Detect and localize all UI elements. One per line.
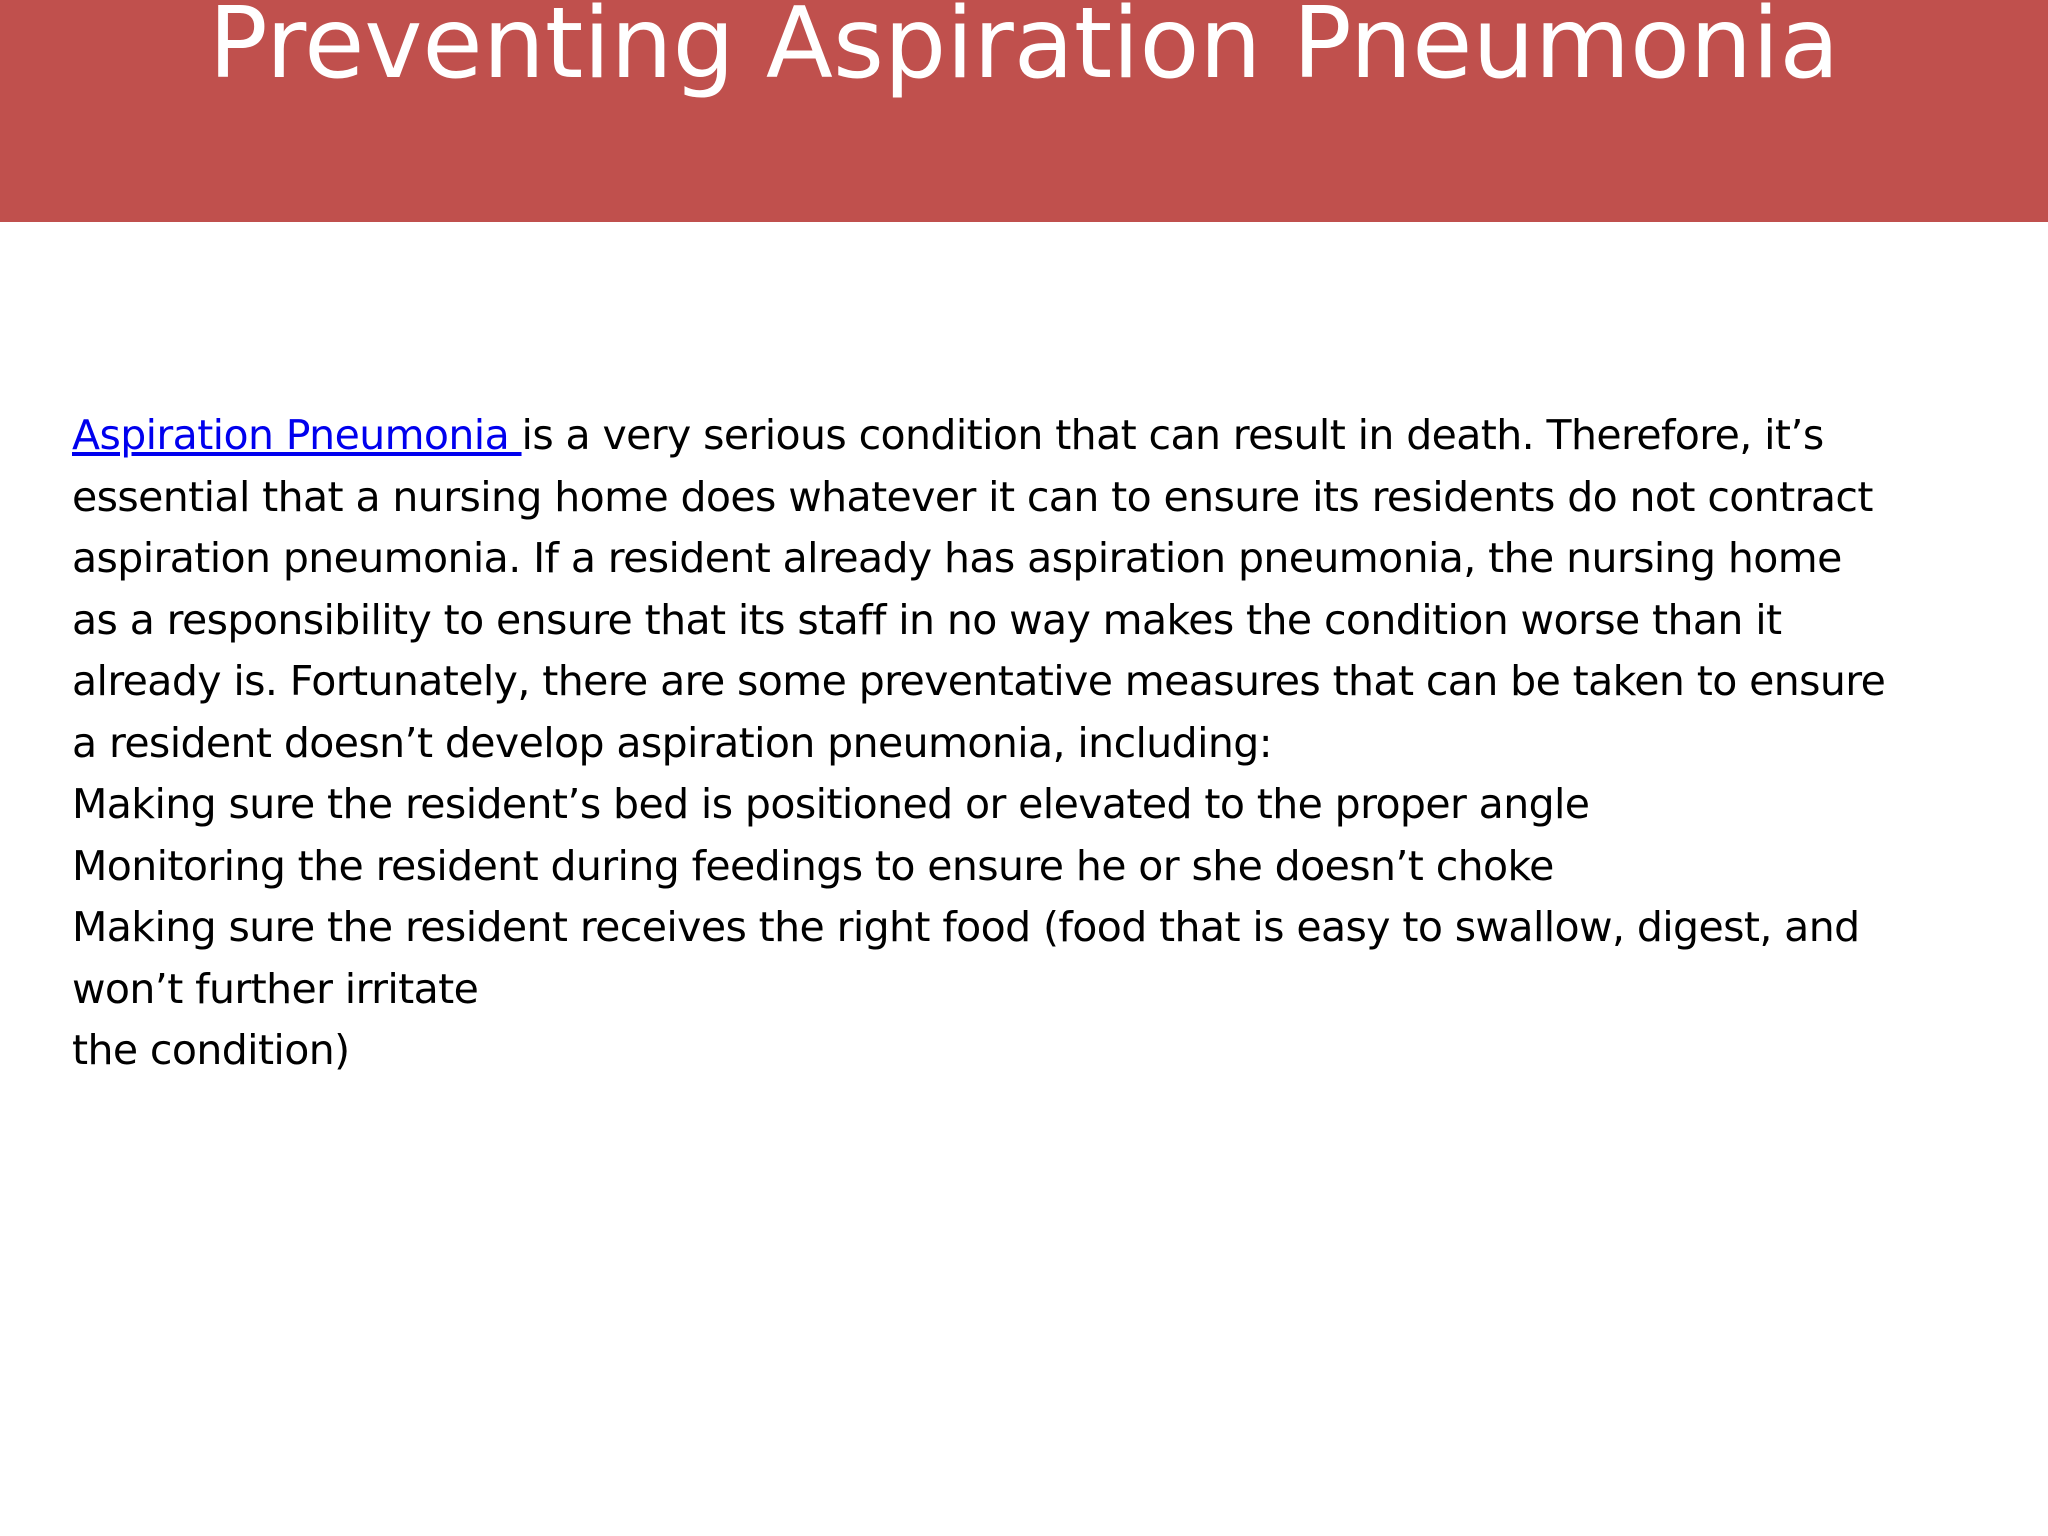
- body-line-1: [72, 405, 1972, 467]
- measure-item-right-food-cont: won’t further irritate: [72, 964, 479, 1013]
- slide-body: [72, 405, 1972, 1082]
- slide-title: Preventing Aspiration Pneumonia: [208, 0, 1840, 101]
- aspiration-pneumonia-link[interactable]: Aspiration Pneumonia: [72, 411, 522, 459]
- measure-item-bed-angle: Making sure the resident’s bed is positioned or elevated to the proper angle: [72, 780, 1590, 828]
- title-banner: [0, 0, 2048, 222]
- measure-item-right-food-end: the condition): [72, 1026, 350, 1074]
- body-line-6: a resident doesn’t develop aspiration pneumonia, including:: [72, 718, 1272, 767]
- measure-item-monitor-feedings: Monitoring the resident during feedings to ensure he or she doesn’t choke: [72, 841, 1554, 890]
- measure-item-right-food: Making sure the resident receives the right food (food that is easy to swallow, digest, and: [72, 903, 1860, 951]
- body-line-3: aspiration pneumonia. If a resident already has aspiration pneumonia, the nursing home: [72, 534, 1842, 582]
- body-line-2: essential that a nursing home does whatever it can to ensure its residents do not contract: [72, 472, 1873, 521]
- body-line-4: as a responsibility to ensure that its staff in no way makes the condition worse than it: [72, 595, 1782, 644]
- body-line-1-text: is a very serious condition that can result in death. Therefore, it’s: [521, 411, 1824, 459]
- body-line-5: already is. Fortunately, there are some preventative measures that can be taken to ensure: [72, 657, 1886, 705]
